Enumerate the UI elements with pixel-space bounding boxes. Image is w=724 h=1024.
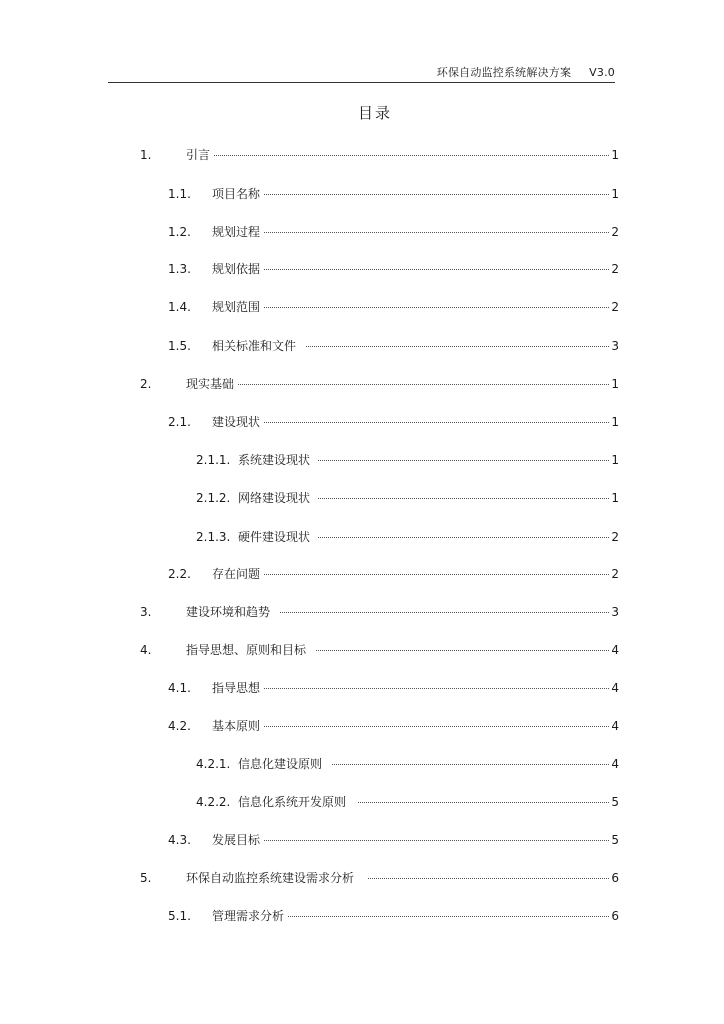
toc-entry[interactable] [168, 679, 619, 695]
dot-leader [368, 868, 609, 879]
toc-entry[interactable] [168, 223, 619, 239]
toc-entry-page: 5 [611, 833, 619, 847]
dot-leader [280, 602, 609, 613]
dot-leader [318, 527, 609, 538]
toc-entry[interactable] [168, 717, 619, 733]
dot-leader [332, 754, 609, 765]
toc-entry-page: 2 [611, 567, 619, 581]
dot-leader [264, 297, 609, 308]
toc-entry[interactable] [168, 413, 619, 429]
toc-entry[interactable] [140, 146, 619, 162]
toc-entry-title: 系统建设现状 [238, 453, 311, 467]
toc-entry-title: 基本原则 [212, 719, 261, 733]
toc-entry[interactable] [196, 793, 619, 809]
toc-entry[interactable] [168, 260, 619, 276]
toc-entry[interactable] [196, 755, 619, 771]
toc-entry-title: 指导思想 [212, 681, 261, 695]
toc-entry-title: 硬件建设现状 [238, 530, 311, 544]
toc-entry[interactable] [196, 528, 619, 544]
toc-entry-number: 2.1.3. [196, 530, 231, 544]
toc-entry-number: 5. [140, 871, 152, 885]
toc-entry-number: 4.3. [168, 833, 191, 847]
toc-entry-number: 5.1. [168, 909, 191, 923]
dot-leader [316, 640, 609, 651]
toc-entry-page: 1 [611, 377, 619, 391]
toc-entry-title: 信息化系统开发原则 [238, 795, 347, 809]
toc-entry-number: 4.2.1. [196, 757, 231, 771]
toc-entry-number: 4.2.2. [196, 795, 231, 809]
toc-entry-number: 2.1.1. [196, 453, 231, 467]
toc-entry-page: 2 [611, 225, 619, 239]
toc-entry-page: 2 [611, 530, 619, 544]
toc-entry-number: 3. [140, 605, 152, 619]
toc-entry-title: 环保自动监控系统建设需求分析 [186, 871, 355, 885]
toc-entry-page: 1 [611, 453, 619, 467]
dot-leader [264, 716, 609, 727]
toc-entry-title: 现实基础 [186, 377, 235, 391]
dot-leader [264, 830, 609, 841]
toc-entry-title: 项目名称 [212, 187, 261, 201]
toc-entry-number: 2.1.2. [196, 491, 231, 505]
toc-entry-title: 规划范围 [212, 300, 261, 314]
toc-entry-page: 1 [611, 415, 619, 429]
toc-heading: 目录 [357, 104, 392, 122]
toc-entry-number: 4.1. [168, 681, 191, 695]
toc-entry-title: 发展目标 [212, 833, 261, 847]
toc-entry-page: 3 [611, 339, 619, 353]
toc-entry-number: 1.3. [168, 262, 191, 276]
toc-entry-title: 建设环境和趋势 [186, 605, 271, 619]
toc-entry[interactable] [168, 831, 619, 847]
toc-entry-title: 规划依据 [212, 262, 261, 276]
toc-entry[interactable] [196, 489, 619, 505]
toc-entry-number: 4. [140, 643, 152, 657]
toc-entry-title: 网络建设现状 [238, 491, 311, 505]
toc-entry-number: 2.1. [168, 415, 191, 429]
dot-leader [264, 412, 609, 423]
toc-entry-title: 相关标准和文件 [212, 339, 297, 353]
toc-entry[interactable] [196, 451, 619, 467]
toc-entry-number: 1.4. [168, 300, 191, 314]
toc-entry[interactable] [168, 185, 619, 201]
toc-entry[interactable] [140, 641, 619, 657]
toc-entry-number: 1.2. [168, 225, 191, 239]
toc-entry-page: 5 [611, 795, 619, 809]
toc-entry[interactable] [168, 565, 619, 581]
toc-entry-title: 存在问题 [212, 567, 261, 581]
document-version: V3.0 [589, 66, 615, 79]
toc-entry-page: 4 [611, 643, 619, 657]
toc-entry[interactable] [168, 907, 619, 923]
toc-entry[interactable] [168, 337, 619, 353]
toc-entry-title: 建设现状 [212, 415, 261, 429]
toc-entry-number: 2.2. [168, 567, 191, 581]
toc-entry-page: 2 [611, 262, 619, 276]
toc-entry-page: 1 [611, 187, 619, 201]
toc-entry-page: 4 [611, 681, 619, 695]
toc-entry-page: 4 [611, 757, 619, 771]
toc-entry-page: 4 [611, 719, 619, 733]
dot-leader [318, 488, 609, 499]
dot-leader [264, 564, 609, 575]
toc-entry-number: 4.2. [168, 719, 191, 733]
toc-entry-page: 3 [611, 605, 619, 619]
dot-leader [288, 906, 609, 917]
dot-leader [264, 222, 609, 233]
document-title: 环保自动监控系统解决方案 [436, 66, 572, 79]
toc-entry-page: 1 [611, 491, 619, 505]
dot-leader [264, 259, 609, 270]
toc-entry-number: 1. [140, 148, 152, 162]
dot-leader [264, 678, 609, 689]
dot-leader [214, 145, 609, 156]
toc-entry-title: 指导思想、原则和目标 [186, 643, 307, 657]
toc-entry-number: 1.5. [168, 339, 191, 353]
toc-entry[interactable] [168, 298, 619, 314]
dot-leader [264, 184, 609, 195]
dot-leader [358, 792, 609, 803]
toc-entry-page: 1 [611, 148, 619, 162]
dot-leader [306, 336, 609, 347]
toc-entry-title: 信息化建设原则 [238, 757, 323, 771]
toc-entry-title: 引言 [186, 148, 211, 162]
toc-entry-page: 6 [611, 871, 619, 885]
toc-entry-number: 2. [140, 377, 152, 391]
dot-leader [318, 450, 609, 461]
toc-entry-page: 6 [611, 909, 619, 923]
toc-entry[interactable] [140, 375, 619, 391]
toc-entry[interactable] [140, 603, 619, 619]
toc-entry-page: 2 [611, 300, 619, 314]
toc-entry-number: 1.1. [168, 187, 191, 201]
toc-entry-title: 规划过程 [212, 225, 261, 239]
dot-leader [238, 374, 609, 385]
toc-entry-title: 管理需求分析 [212, 909, 285, 923]
toc-entry[interactable] [140, 869, 619, 885]
